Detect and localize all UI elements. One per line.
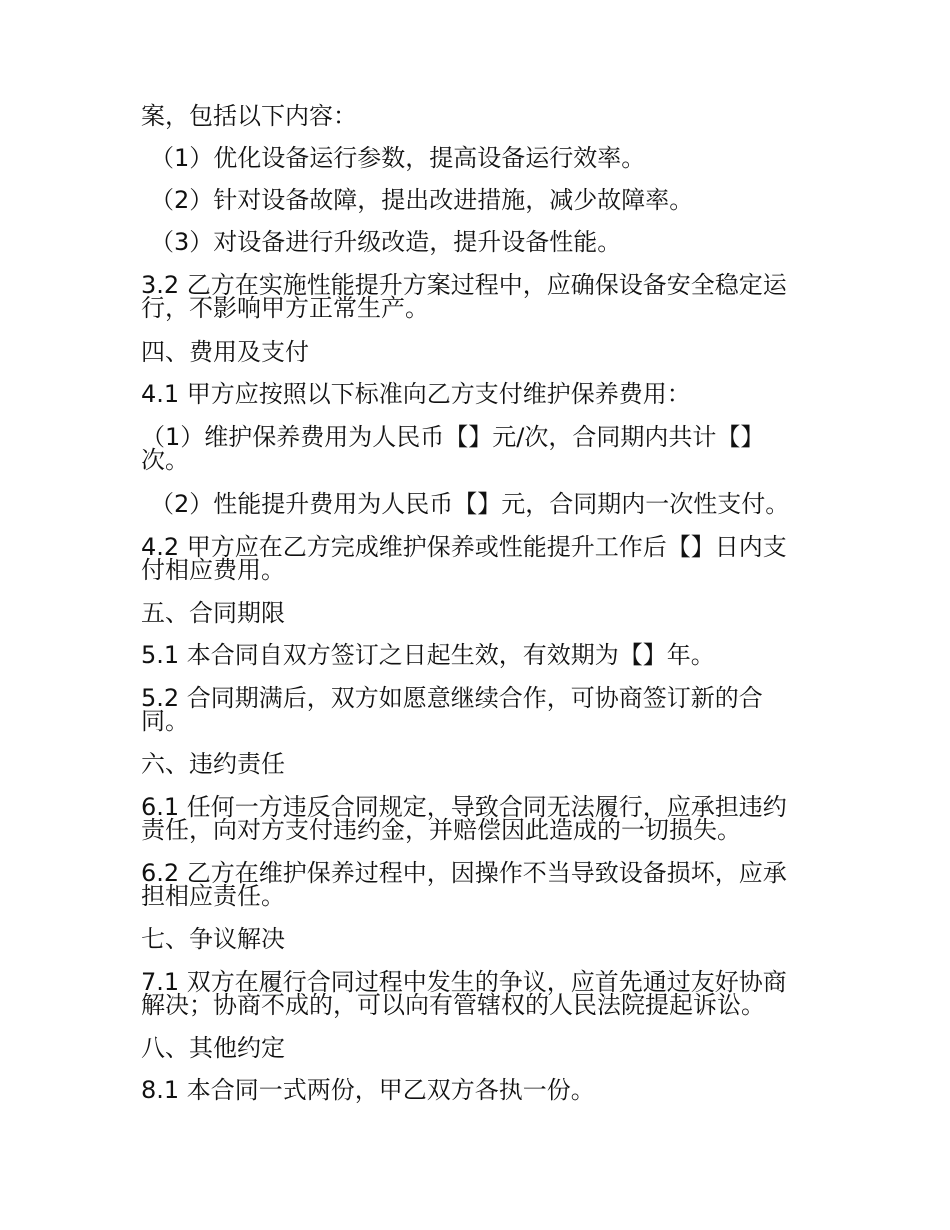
clause-6-1: 6.1 任何一方违反合同规定，导致合同无法履行，应承担违约责任，向对方支付违约金，并赔偿因此造成的一切损失。 (141, 793, 787, 844)
paragraph-item-2: （2）针对设备故障，提出改进措施，减少故障率。 (150, 186, 694, 214)
document-body (141, 104, 809, 1102)
clause-6-2: 6.2 乙方在维护保养过程中，因操作不当导致设备损坏，应承担相应责任。 (141, 859, 787, 910)
heading-section-6: 六、违约责任 (141, 750, 285, 778)
clause-4-1-item-2: （2）性能提升费用为人民币【】元，合同期内一次性支付。 (150, 490, 790, 518)
clause-3-2: 3.2 乙方在实施性能提升方案过程中，应确保设备安全稳定运行，不影响甲方正常生产。 (141, 271, 787, 322)
heading-section-7: 七、争议解决 (141, 925, 285, 953)
paragraph-scheme-intro: 案，包括以下内容： (141, 102, 357, 130)
clause-4-1: 4.1 甲方应按照以下标准向乙方支付维护保养费用： (141, 380, 691, 408)
clause-4-2: 4.2 甲方应在乙方完成维护保养或性能提升工作后【】日内支付相应费用。 (141, 533, 787, 584)
clause-8-1: 8.1 本合同一式两份，甲乙双方各执一份。 (141, 1076, 595, 1104)
paragraph-item-3: （3）对设备进行升级改造，提升设备性能。 (150, 228, 622, 256)
heading-section-5: 五、合同期限 (141, 599, 285, 627)
clause-5-2: 5.2 合同期满后，双方如愿意继续合作，可协商签订新的合同。 (141, 684, 763, 735)
clause-7-1: 7.1 双方在履行合同过程中发生的争议，应首先通过友好协商解决；协商不成的，可以向有管辖权的人民法院提起诉讼。 (141, 968, 787, 1019)
paragraph-item-1: （1）优化设备运行参数，提高设备运行效率。 (150, 144, 646, 172)
heading-section-4: 四、费用及支付 (141, 338, 309, 366)
clause-5-1: 5.1 本合同自双方签订之日起生效，有效期为【】年。 (141, 641, 715, 669)
clause-4-1-item-1: （1）维护保养费用为人民币【】元/次，合同期内共计【】次。 (141, 423, 765, 474)
heading-section-8: 八、其他约定 (141, 1034, 285, 1062)
